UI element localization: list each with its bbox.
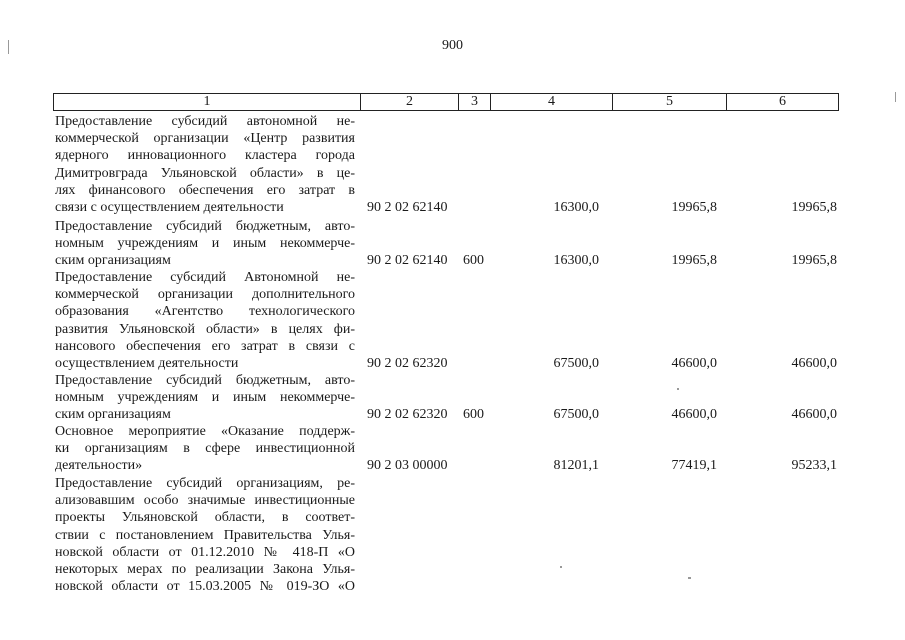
header-cell-3: 3 (459, 94, 491, 110)
amount-col-5: 19965,8 (671, 200, 717, 215)
amount-col-5: 77419,1 (671, 458, 717, 473)
header-cell-6: 6 (779, 94, 786, 109)
amount-col-4: 81201,1 (553, 458, 599, 473)
description-line: ядерного инновационного кластера города (55, 148, 355, 164)
table-row (53, 372, 839, 423)
description-line: деятельности» (55, 458, 143, 474)
table-row (53, 475, 839, 597)
description-line: некоторых мерах по реализации Закона Улья- (55, 562, 355, 578)
row-description (55, 372, 355, 424)
description-line: Димитровграда Ульяновской области» в це- (55, 165, 355, 181)
description-line: образования «Агентство технологического (55, 304, 355, 320)
budget-code: 90 2 02 62320 (367, 407, 448, 422)
description-line: Основное мероприятие «Оказание поддерж- (55, 424, 355, 439)
budget-code: 90 2 02 62320 (367, 356, 448, 371)
budget-code: 90 2 03 00000 (367, 458, 448, 473)
row-description (55, 423, 355, 475)
table-row (53, 423, 839, 474)
description-line: коммерческой организации «Центр развития (55, 131, 355, 147)
scan-speck (688, 577, 691, 579)
amount-col-4: 16300,0 (553, 200, 599, 215)
header-cell-1: 1 (54, 94, 361, 110)
table-row (53, 269, 839, 372)
description-line: Предоставление субсидий автономной не- (55, 114, 355, 129)
description-line: ским организациям (55, 407, 171, 423)
amount-col-5: 46600,0 (671, 356, 717, 371)
description-line: лях финансового обеспечения его затрат в (55, 182, 355, 198)
amount-col-5: 19965,8 (671, 253, 717, 268)
amount-col-6: 46600,0 (791, 356, 837, 371)
description-line: Предоставление субсидий Автономной не- (55, 270, 355, 285)
amount-col-6: 19965,8 (791, 253, 837, 268)
table-row (53, 113, 839, 216)
header-cell-4: 4 (491, 94, 613, 110)
description-line: Предоставление субсидий организациям, ре- (55, 476, 355, 491)
amount-col-6: 46600,0 (791, 407, 837, 422)
description-line: развития Ульяновской области» в целях фи- (55, 321, 355, 337)
budget-code: 90 2 02 62140 (367, 200, 448, 215)
header-cell-2: 2 (361, 94, 459, 110)
description-line: проекты Ульяновской области, в соответ- (55, 510, 355, 526)
amount-col-4: 67500,0 (553, 356, 599, 371)
description-line: Предоставление субсидий бюджетным, авто- (55, 219, 355, 234)
row-description (55, 269, 355, 372)
scan-speck (8, 40, 9, 54)
description-line: ствии с постановлением Правительства Улья- (55, 527, 355, 543)
amount-col-5: 46600,0 (671, 407, 717, 422)
row-description (55, 113, 355, 216)
table-row (53, 218, 839, 269)
description-line: коммерческой организации дополнительного (55, 287, 355, 303)
description-line: новской области от 01.12.2010 № 418-П «О (55, 544, 355, 560)
row-description (55, 475, 355, 595)
description-line: ским организациям (55, 253, 171, 269)
description-line: номным учреждениям и иным некоммерче- (55, 390, 355, 406)
scan-speck (677, 388, 679, 390)
row-description (55, 218, 355, 270)
scan-speck (895, 92, 896, 102)
table-header-row (53, 93, 839, 111)
description-line: ки организациям в сфере инвестиционной (55, 441, 355, 457)
amount-col-6: 95233,1 (791, 458, 837, 473)
description-line: ализовавшим особо значимые инвестиционные (55, 493, 355, 509)
amount-col-4: 16300,0 (553, 253, 599, 268)
description-line: нансового обеспечения его затрат в связи с (55, 338, 355, 354)
page-number: 900 (442, 38, 463, 53)
header-cell-5: 5 (613, 94, 727, 110)
description-line: новской области от 15.03.2005 № 019-ЗО «О (55, 579, 355, 595)
expense-type-code: 600 (463, 407, 484, 422)
description-line: осуществлением деятельности (55, 356, 239, 372)
description-line: связи с осуществлением деятельности (55, 200, 284, 216)
description-line: Предоставление субсидий бюджетным, авто- (55, 373, 355, 388)
budget-code: 90 2 02 62140 (367, 253, 448, 268)
amount-col-6: 19965,8 (791, 200, 837, 215)
scan-speck (560, 566, 562, 568)
amount-col-4: 67500,0 (553, 407, 599, 422)
expense-type-code: 600 (463, 253, 484, 268)
description-line: номным учреждениям и иным некоммерче- (55, 236, 355, 252)
